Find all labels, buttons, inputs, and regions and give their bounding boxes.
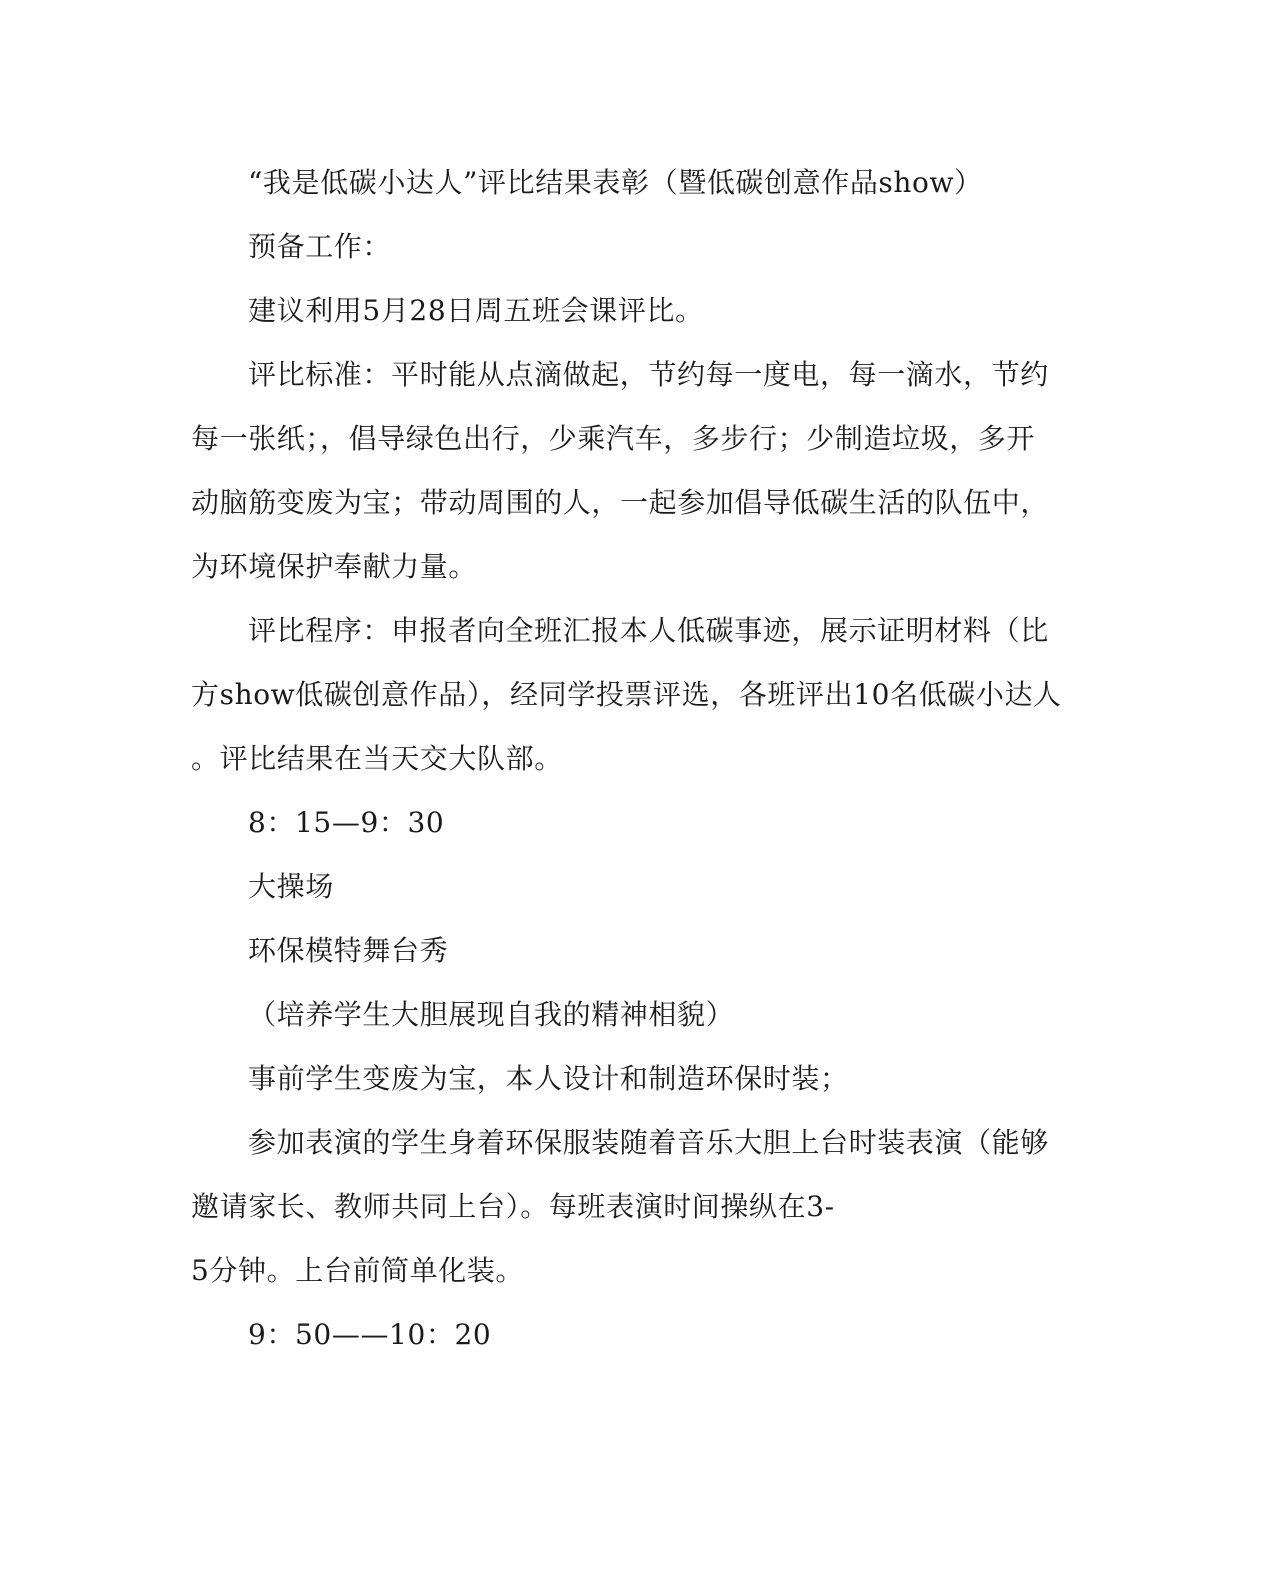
text-line: （培养学生大胆展现自我的精神相貌）	[248, 998, 735, 1031]
text-line: 邀请家长、教师共同上台）。每班表演时间操纵在3-	[191, 1190, 835, 1223]
text-line: 。评比结果在当天交大队部。	[191, 742, 563, 775]
text-line: 参加表演的学生身着环保服装随着音乐大胆上台时装表演（能够	[248, 1126, 1049, 1159]
text-line: 方show低碳创意作品），经同学投票评选，各班评出10名低碳小达人	[191, 678, 1062, 711]
text-line: 建议利用5月28日周五班会课评比。	[248, 294, 704, 327]
text-line: 9：50——10：20	[248, 1318, 492, 1351]
text-line: 8：15—9：30	[248, 806, 445, 839]
text-line: “我是低碳小达人”评比结果表彰（暨低碳创意作品show）	[248, 166, 983, 199]
text-line: 预备工作：	[248, 230, 392, 263]
text-line: 事前学生变废为宝，本人设计和制造环保时装；	[248, 1062, 849, 1095]
text-line: 大操场	[248, 870, 334, 903]
text-line: 环保模特舞台秀	[248, 934, 449, 967]
text-line: 为环境保护奉献力量。	[191, 550, 478, 583]
text-line: 动脑筋变废为宝；带动周围的人，一起参加倡导低碳生活的队伍中，	[191, 486, 1050, 519]
text-line: 评比程序：申报者向全班汇报本人低碳事迹，展示证明材料（比	[248, 614, 1049, 647]
text-line: 每一张纸；，倡导绿色出行，少乘汽车，多步行；少制造垃圾，多开	[191, 422, 1036, 455]
text-line: 评比标准：平时能从点滴做起，节约每一度电，每一滴水，节约	[248, 358, 1049, 391]
text-line: 5分钟。上台前简单化装。	[191, 1254, 525, 1287]
